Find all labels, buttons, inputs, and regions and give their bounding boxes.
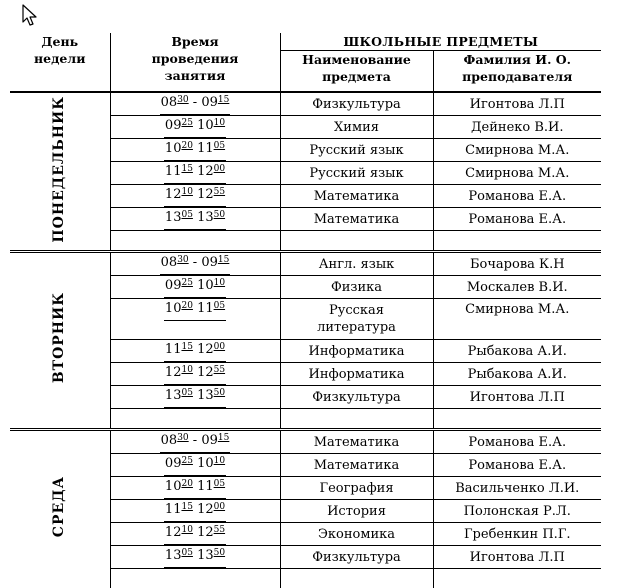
- start-minute: 20: [181, 301, 192, 311]
- lesson-time: [110, 477, 280, 500]
- end-hour: 13: [197, 548, 214, 563]
- subject-name: Русский язык: [280, 162, 433, 185]
- empty-cell: [280, 569, 433, 588]
- subject-name: Русская литература: [280, 299, 433, 340]
- teacher-name: Романова Е.А.: [433, 185, 601, 208]
- start-minute: 10: [181, 187, 192, 197]
- end-hour: 12: [197, 342, 214, 357]
- empty-cell: [280, 231, 433, 252]
- end-hour: 11: [197, 301, 214, 316]
- end-hour: 13: [197, 210, 214, 225]
- lesson-time: [110, 363, 280, 386]
- teacher-name: Игонтова Л.П: [433, 546, 601, 569]
- start-minute: 05: [181, 210, 192, 220]
- end-minute: 15: [218, 433, 229, 443]
- teacher-name: Васильченко Л.И.: [433, 477, 601, 500]
- subject-name: Англ. язык: [280, 252, 433, 276]
- table-row: [10, 92, 601, 116]
- start-minute: 20: [181, 141, 192, 151]
- end-minute: 55: [214, 525, 225, 535]
- start-hour: 13: [165, 210, 182, 225]
- day-cell: [10, 430, 110, 588]
- teacher-name: Смирнова М.А.: [433, 299, 601, 340]
- subject-name: Математика: [280, 430, 433, 454]
- end-minute: 55: [214, 187, 225, 197]
- end-hour: 10: [197, 118, 214, 133]
- start-minute: 10: [181, 365, 192, 375]
- end-hour: 09: [201, 95, 218, 110]
- start-hour: 10: [165, 301, 182, 316]
- lesson-time: [110, 546, 280, 569]
- end-minute: 50: [214, 210, 225, 220]
- empty-cell: [280, 409, 433, 430]
- lesson-time: [110, 386, 280, 409]
- subject-name: Математика: [280, 185, 433, 208]
- end-minute: 50: [214, 388, 225, 398]
- start-hour: 13: [165, 548, 182, 563]
- start-hour: 10: [165, 479, 182, 494]
- start-minute: 25: [181, 278, 192, 288]
- start-hour: 08: [161, 255, 178, 270]
- end-hour: 13: [197, 388, 214, 403]
- mouse-pointer-icon: [22, 4, 40, 28]
- subject-name: Экономика: [280, 523, 433, 546]
- teacher-name: Игонтова Л.П: [433, 92, 601, 116]
- lesson-time: [110, 185, 280, 208]
- end-hour: 09: [201, 433, 218, 448]
- end-minute: 50: [214, 548, 225, 558]
- start-hour: 11: [165, 342, 182, 357]
- teacher-name: Романова Е.А.: [433, 454, 601, 477]
- lesson-time: [110, 252, 280, 276]
- start-minute: 25: [181, 456, 192, 466]
- teacher-name: Полонская Р.Л.: [433, 500, 601, 523]
- end-minute: 00: [214, 342, 225, 352]
- teacher-name: Рыбакова А.И.: [433, 340, 601, 363]
- day-cell: [10, 252, 110, 430]
- end-hour: 11: [197, 141, 214, 156]
- teacher-name: Дейнеко В.И.: [433, 116, 601, 139]
- empty-cell: [433, 409, 601, 430]
- lesson-time: [110, 208, 280, 231]
- start-hour: 12: [165, 365, 182, 380]
- day-name: ПОНЕДЕЛЬНИК: [51, 96, 68, 243]
- end-minute: 10: [214, 118, 225, 128]
- time-separator: -: [189, 433, 202, 448]
- subject-name: Физика: [280, 276, 433, 299]
- start-hour: 09: [165, 278, 182, 293]
- subject-name: Физкультура: [280, 546, 433, 569]
- lesson-time: [110, 523, 280, 546]
- end-minute: 10: [214, 456, 225, 466]
- empty-cell: [110, 569, 280, 588]
- subject-name: Математика: [280, 208, 433, 231]
- lesson-time: [110, 116, 280, 139]
- lesson-time: [110, 340, 280, 363]
- header-school-subjects: ШКОЛЬНЫЕ ПРЕДМЕТЫ: [280, 33, 601, 51]
- teacher-name: Смирнова М.А.: [433, 162, 601, 185]
- day-cell: [10, 92, 110, 252]
- start-hour: 08: [161, 95, 178, 110]
- school-schedule-table: [10, 33, 601, 588]
- subject-name: История: [280, 500, 433, 523]
- start-hour: 11: [165, 502, 182, 517]
- end-hour: 12: [197, 502, 214, 517]
- end-minute: 15: [218, 255, 229, 265]
- start-minute: 05: [181, 388, 192, 398]
- end-hour: 09: [201, 255, 218, 270]
- lesson-time: [110, 500, 280, 523]
- start-minute: 20: [181, 479, 192, 489]
- teacher-name: Москалев В.И.: [433, 276, 601, 299]
- subject-name: Математика: [280, 454, 433, 477]
- subject-name: Русский язык: [280, 139, 433, 162]
- start-hour: 09: [165, 456, 182, 471]
- end-hour: 10: [197, 456, 214, 471]
- teacher-name: Рыбакова А.И.: [433, 363, 601, 386]
- subject-name: Физкультура: [280, 386, 433, 409]
- end-minute: 00: [214, 164, 225, 174]
- end-hour: 12: [197, 525, 214, 540]
- start-minute: 05: [181, 548, 192, 558]
- empty-cell: [433, 569, 601, 588]
- start-hour: 13: [165, 388, 182, 403]
- empty-cell: [110, 409, 280, 430]
- subject-name: Физкультура: [280, 92, 433, 116]
- start-minute: 30: [177, 433, 188, 443]
- lesson-time: [110, 454, 280, 477]
- end-hour: 12: [197, 164, 214, 179]
- start-minute: 10: [181, 525, 192, 535]
- lesson-time: [110, 430, 280, 454]
- start-minute: 25: [181, 118, 192, 128]
- subject-name: Информатика: [280, 363, 433, 386]
- teacher-name: Романова Е.А.: [433, 208, 601, 231]
- lesson-time: [110, 92, 280, 116]
- empty-cell: [110, 231, 280, 252]
- start-minute: 15: [181, 164, 192, 174]
- end-minute: 05: [214, 479, 225, 489]
- start-minute: 30: [177, 95, 188, 105]
- time-separator: -: [189, 95, 202, 110]
- header-teacher-name: Фамилия И. О. преподавателя: [433, 51, 601, 93]
- end-hour: 12: [197, 365, 214, 380]
- teacher-name: Гребенкин П.Г.: [433, 523, 601, 546]
- end-minute: 00: [214, 502, 225, 512]
- teacher-name: Игонтова Л.П: [433, 386, 601, 409]
- subject-name: Химия: [280, 116, 433, 139]
- start-hour: 12: [165, 187, 182, 202]
- end-hour: 11: [197, 479, 214, 494]
- start-minute: 15: [181, 342, 192, 352]
- start-hour: 12: [165, 525, 182, 540]
- header-day-of-week: День недели: [10, 33, 110, 92]
- end-minute: 05: [214, 301, 225, 311]
- lesson-time: [110, 139, 280, 162]
- teacher-name: Бочарова К.Н: [433, 252, 601, 276]
- teacher-name: Романова Е.А.: [433, 430, 601, 454]
- lesson-time: [110, 299, 280, 340]
- start-hour: 09: [165, 118, 182, 133]
- day-name: ВТОРНИК: [51, 292, 68, 383]
- lesson-time: [110, 162, 280, 185]
- empty-cell: [433, 231, 601, 252]
- start-hour: 11: [165, 164, 182, 179]
- subject-name: География: [280, 477, 433, 500]
- end-hour: 10: [197, 278, 214, 293]
- table-row: [10, 430, 601, 454]
- table-row: [10, 252, 601, 276]
- end-minute: 10: [214, 278, 225, 288]
- end-minute: 55: [214, 365, 225, 375]
- end-hour: 12: [197, 187, 214, 202]
- subject-name: Информатика: [280, 340, 433, 363]
- time-separator: -: [189, 255, 202, 270]
- start-hour: 10: [165, 141, 182, 156]
- teacher-name: Смирнова М.А.: [433, 139, 601, 162]
- end-minute: 15: [218, 95, 229, 105]
- start-minute: 15: [181, 502, 192, 512]
- end-minute: 05: [214, 141, 225, 151]
- lesson-time: [110, 276, 280, 299]
- header-lesson-time: Время проведения занятия: [110, 33, 280, 92]
- start-hour: 08: [161, 433, 178, 448]
- start-minute: 30: [177, 255, 188, 265]
- header-subject-name: Наименование предмета: [280, 51, 433, 93]
- day-name: СРЕДА: [51, 476, 68, 537]
